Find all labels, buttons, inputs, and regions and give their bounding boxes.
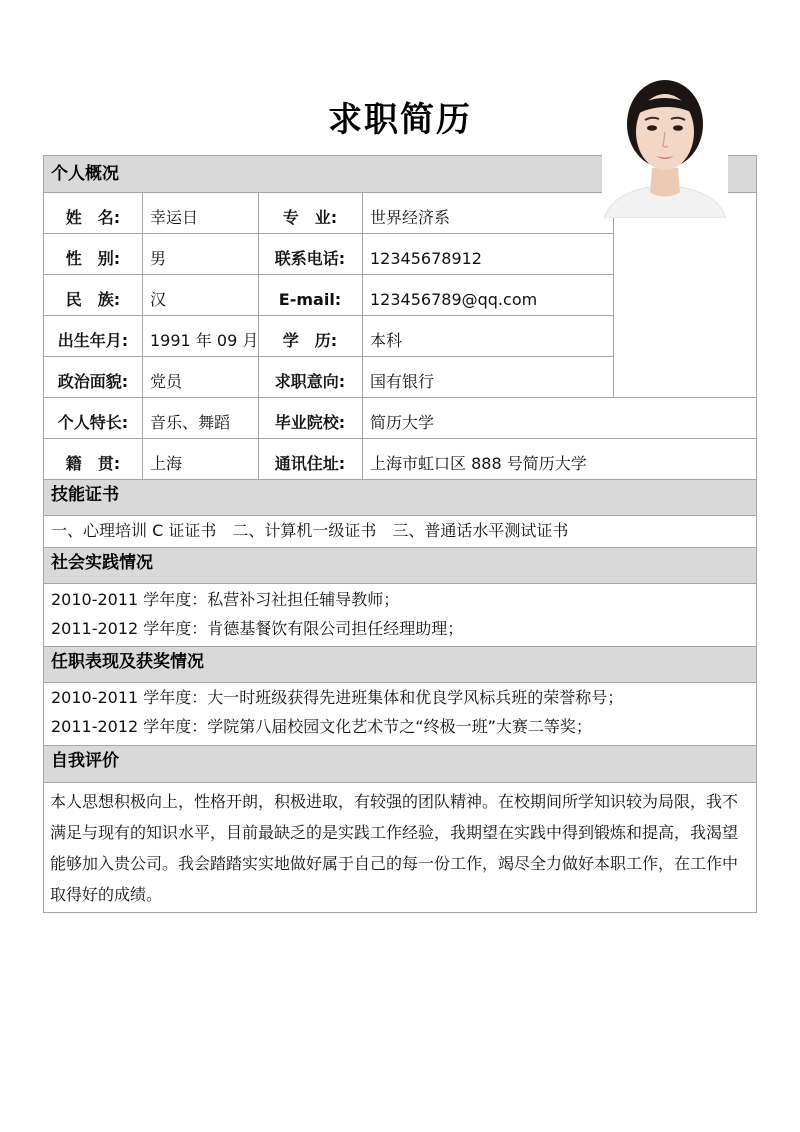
value-gender: 男 (150, 249, 167, 268)
value-education: 本科 (370, 331, 403, 350)
page-title: 求职简历 (328, 100, 472, 140)
label-native: 籍 贯: (65, 454, 121, 473)
section-header-personal: 个人概况 (44, 156, 756, 193)
label-name: 姓 名: (65, 208, 121, 227)
grid-line (613, 193, 614, 397)
value-birth: 1991 年 09 月 (150, 331, 259, 350)
label-phone: 联系电话: (274, 249, 346, 268)
label-birth: 出生年月: (57, 331, 129, 350)
section-header-self: 自我评价 (44, 746, 756, 783)
value-intent: 国有银行 (370, 372, 435, 391)
label-talent: 个人特长: (57, 413, 129, 432)
practice-line-1: 2010-2011 学年度：私营补习社担任辅导教师； (51, 590, 400, 609)
value-major: 世界经济系 (370, 208, 451, 227)
label-intent: 求职意向: (274, 372, 346, 391)
value-name: 幸运日 (150, 208, 199, 227)
label-major: 专 业: (282, 208, 338, 227)
section-header-practice: 社会实践情况 (44, 548, 756, 584)
self-evaluation-text: 本人思想积极向上，性格开朗，积极进取，有较强的团队精神。在校期间所学知识较为局限，我不满足与现有的知识水平，目前最缺乏的是实践工作经验，我期望在实践中得到锻炼和提高，我渴望能够加入贵公司。我会踏踏实实地做好属于自己的每一份工作，竭尽全力做好本职工作，在工作中取得好的成绩。 (50, 792, 739, 904)
portrait-icon (602, 76, 728, 218)
label-gender: 性 别: (65, 249, 121, 268)
value-ethnic: 汉 (150, 290, 167, 309)
label-address: 通讯住址: (274, 454, 346, 473)
award-line-1: 2010-2011 学年度：大一时班级获得先进班集体和优良学风标兵班的荣誉称号； (51, 688, 624, 707)
resume-table (43, 155, 757, 913)
value-talent: 音乐、舞蹈 (150, 413, 231, 432)
practice-line-2: 2011-2012 学年度：肯德基餐饮有限公司担任经理助理； (51, 619, 464, 638)
portrait-photo (602, 76, 728, 218)
value-politics: 党员 (150, 372, 183, 391)
value-school: 简历大学 (370, 413, 435, 432)
label-education: 学 历: (282, 331, 338, 350)
label-school: 毕业院校: (274, 413, 346, 432)
value-native: 上海 (150, 454, 183, 473)
value-address: 上海市虹口区 888 号简历大学 (370, 454, 587, 473)
value-email: 123456789@qq.com (370, 290, 538, 309)
section-header-skills: 技能证书 (44, 479, 756, 516)
award-line-2: 2011-2012 学年度：学院第八届校园文化艺术节之“终极一班”大赛二等奖； (51, 717, 592, 736)
section-header-awards: 任职表现及获奖情况 (44, 647, 756, 683)
label-ethnic: 民 族: (65, 290, 121, 309)
label-email: E-mail: (278, 290, 342, 309)
skills-line: 一、心理培训 C 证证书 二、计算机一级证书 三、普通话水平测试证书 (51, 521, 569, 540)
label-politics: 政治面貌: (57, 372, 129, 391)
value-phone: 12345678912 (370, 249, 482, 268)
